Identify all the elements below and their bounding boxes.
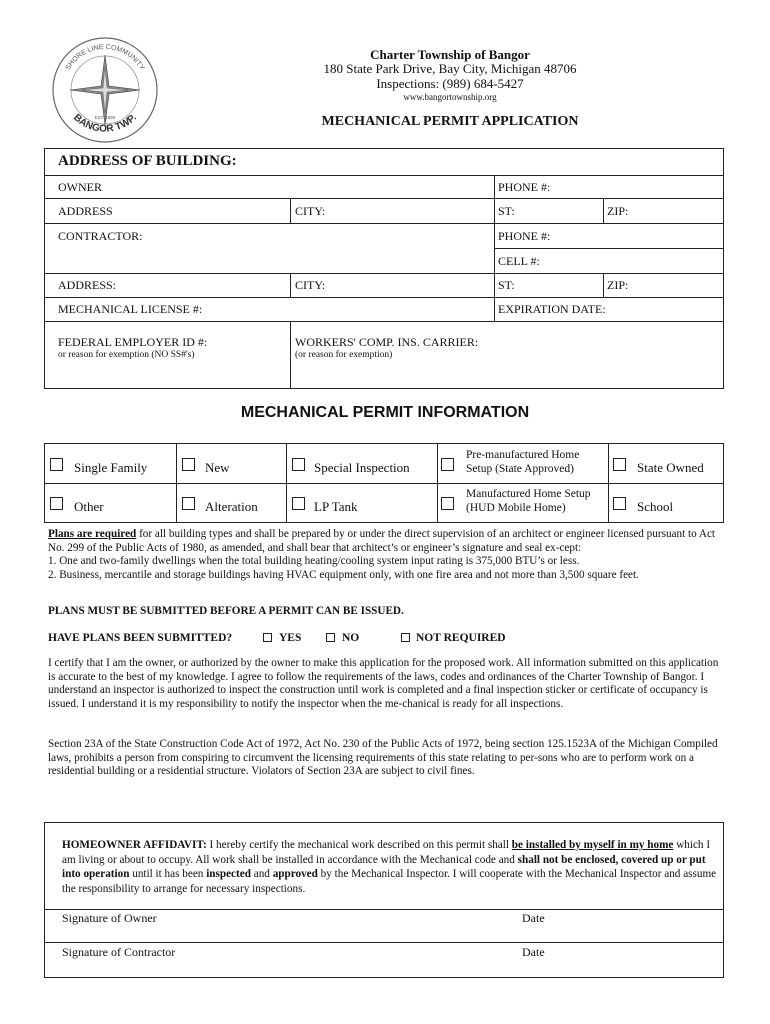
- affidavit-approved: approved: [272, 868, 318, 880]
- affidavit-text: [62, 838, 724, 896]
- contractor-field[interactable]: CONTRACTOR:: [58, 229, 143, 243]
- manufactured-home-checkbox[interactable]: [441, 497, 454, 510]
- affidavit-inspected: inspected: [206, 868, 251, 880]
- contractor-date-field[interactable]: Date: [522, 945, 545, 959]
- plans-item-1: 1. One and two-family dwellings when the total building heating/cooling system input rating is 375,000 BTU’s or less.: [48, 555, 580, 568]
- city-field[interactable]: CITY:: [295, 204, 326, 218]
- plans-not-required-label: NOT REQUIRED: [416, 632, 506, 644]
- permit-info-title: MECHANICAL PERMIT INFORMATION: [240, 404, 530, 421]
- workers-comp-note: (or reason for exemption): [295, 350, 393, 360]
- org-name: Charter Township of Bangor: [370, 47, 530, 62]
- address-section-title: ADDRESS OF BUILDING:: [58, 153, 237, 169]
- owner-phone-field[interactable]: PHONE #:: [498, 180, 551, 194]
- school-label: School: [637, 499, 674, 514]
- other-label: Other: [74, 499, 104, 514]
- cell-field[interactable]: CELL #:: [498, 254, 540, 268]
- single-family-checkbox[interactable]: [50, 458, 63, 471]
- special-inspection-label: Special Inspection: [314, 460, 410, 475]
- contractor-signature-field[interactable]: Signature of Contractor: [62, 945, 176, 959]
- other-checkbox[interactable]: [50, 497, 63, 510]
- federal-id-field[interactable]: FEDERAL EMPLOYER ID #:: [58, 335, 208, 349]
- plans-item-2: 2. Business, mercantile and storage buildings having HVAC equipment only, with one fire area and not more than 3,500 square feet.: [48, 569, 639, 582]
- manufactured-label-1: Manufactured Home Setup: [466, 488, 591, 500]
- lp-tank-checkbox[interactable]: [292, 497, 305, 510]
- plans-must-submit: PLANS MUST BE SUBMITTED BEFORE A PERMIT CAN BE ISSUED.: [48, 605, 404, 617]
- township-seal: [50, 35, 160, 145]
- plans-not-required-checkbox[interactable]: [401, 633, 410, 642]
- owner-signature-field[interactable]: Signature of Owner: [62, 911, 157, 925]
- workers-comp-field[interactable]: WORKERS' COMP. INS. CARRIER:: [295, 335, 479, 349]
- contractor-zip-field[interactable]: ZIP:: [607, 278, 629, 292]
- owner-field[interactable]: OWNER: [58, 180, 102, 194]
- new-checkbox[interactable]: [182, 458, 195, 471]
- state-field[interactable]: ST:: [498, 204, 515, 218]
- school-checkbox[interactable]: [613, 497, 626, 510]
- single-family-label: Single Family: [74, 460, 148, 475]
- org-phone: Inspections: (989) 684-5427: [376, 76, 524, 91]
- plans-question: HAVE PLANS BEEN SUBMITTED?: [48, 632, 233, 644]
- zip-field[interactable]: ZIP:: [607, 204, 629, 218]
- expiration-date-field[interactable]: EXPIRATION DATE:: [498, 302, 606, 316]
- org-address: 180 State Park Drive, Bay City, Michigan 48706: [323, 61, 577, 76]
- contractor-phone-field[interactable]: PHONE #:: [498, 229, 551, 243]
- state-owned-checkbox[interactable]: [613, 458, 626, 471]
- alteration-checkbox[interactable]: [182, 497, 195, 510]
- plans-no-label: NO: [342, 632, 360, 644]
- affidavit-not-enclosed: shall not be enclosed, covered up or put into operation: [62, 853, 706, 880]
- premanufactured-label-2: Setup (State Approved): [466, 463, 574, 475]
- certification-paragraph: I certify that I am the owner, or authorized by the owner to make this application for the proposed work. All information submitted on this application is accurate to the best of my knowledge. I agree to follow the requirements of the laws, codes and ordinances of the Charter Township of Bangor. I understand an inspector is authorized to inspect the construction until work is completed and a final inspection sticker or certificate of occupancy is issued. I understand it is my responsibility to notify the inspector when the me-chanical is ready for all inspections.: [48, 657, 719, 711]
- state-owned-label: State Owned: [637, 460, 704, 475]
- plans-text: for all building types and shall be prepared by or under the direct supervision of an architect or engineer licensed pursuant to Act No. 299 of the Public Acts of 1980, as amended, and shall bear that architect’s or engineer’s signature and seal ex-cept:: [48, 528, 716, 554]
- contractor-city-field[interactable]: CITY:: [295, 278, 326, 292]
- affidavit-text-3: until it has been: [129, 868, 207, 880]
- manufactured-label-2: (HUD Mobile Home): [466, 502, 566, 514]
- affidavit-text-5: by the Mechanical Inspector. I will cooperate with the Mechanical Inspector and assume the responsibility to arrange for necessary inspections.: [62, 868, 717, 895]
- affidavit-text-2: which I am living or about to occupy. All work shall be installed in accordance with the Mechanical code and: [62, 839, 711, 866]
- plans-yes-label: YES: [279, 632, 302, 644]
- plans-lead: Plans are required: [48, 528, 137, 540]
- seal-year: EST. 1859: [94, 115, 116, 120]
- seal-name: BANGOR TWP.: [71, 112, 139, 135]
- owner-date-field[interactable]: Date: [522, 911, 545, 925]
- lp-tank-label: LP Tank: [314, 499, 358, 514]
- alteration-label: Alteration: [205, 499, 258, 514]
- section-23a-paragraph: Section 23A of the State Construction Code Act of 1972, Act No. 230 of the Public Acts of 1972, being section 125.1523A of the Michigan Compiled laws, prohibits a person from conspiring to circumvent the licensing requirements of this state relating to per-sons who are to perform work on a residential building or a residential structure. Violators of Section 23A are subject to civil fines.: [48, 738, 718, 778]
- form-title: MECHANICAL PERMIT APPLICATION: [321, 114, 579, 129]
- federal-id-note: or reason for exemption (NO SS#'s): [58, 350, 195, 360]
- org-website[interactable]: www.bangortownship.org: [403, 92, 497, 102]
- address-field[interactable]: ADDRESS: [58, 204, 113, 218]
- plans-paragraph: [48, 528, 724, 583]
- mechanical-license-field[interactable]: MECHANICAL LICENSE #:: [58, 302, 203, 316]
- affidavit-text-1: I hereby certify the mechanical work described on this permit shall: [206, 839, 512, 851]
- affidavit-label: HOMEOWNER AFFIDAVIT:: [62, 839, 207, 851]
- special-inspection-checkbox[interactable]: [292, 458, 305, 471]
- affidavit-installed-myself: be installed by myself in my home: [511, 839, 674, 851]
- premanufactured-home-checkbox[interactable]: [441, 458, 454, 471]
- affidavit-text-4: and: [250, 868, 273, 880]
- new-label: New: [205, 460, 230, 475]
- contractor-address-field[interactable]: ADDRESS:: [58, 278, 117, 292]
- plans-yes-checkbox[interactable]: [263, 633, 272, 642]
- seal-top-text: SHORE LINE COMMUNITY: [64, 43, 146, 72]
- plans-no-checkbox[interactable]: [326, 633, 335, 642]
- contractor-state-field[interactable]: ST:: [498, 278, 515, 292]
- premanufactured-label-1: Pre-manufactured Home: [466, 449, 580, 461]
